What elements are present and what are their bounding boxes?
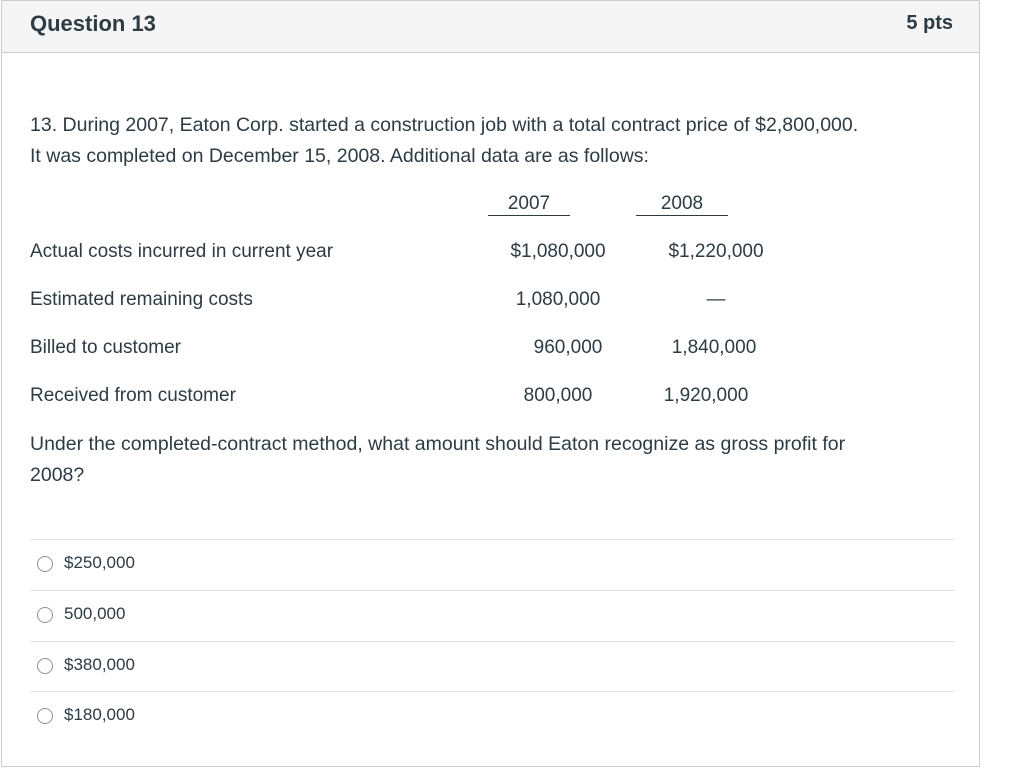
row-label-billed: Billed to customer: [30, 337, 182, 358]
answer-label[interactable]: $250,000: [64, 553, 135, 572]
cell-billed-2007: 960,000: [533, 337, 603, 358]
row-label-received: Received from customer: [30, 385, 236, 406]
question-card: [1, 0, 980, 767]
question-prompt-line-1: 13. During 2007, Eaton Corp. started a construction job with a total contract price of $2,800,000.: [30, 114, 859, 136]
answer-radio[interactable]: [37, 556, 53, 572]
question-title: Question 13: [30, 11, 156, 36]
question-ask: [30, 429, 960, 491]
cell-actual-costs-2008: $1,220,000: [668, 241, 764, 262]
question-ask-line-1: Under the completed-contract method, what amount should Eaton recognize as gross profit for: [30, 433, 846, 455]
answer-label[interactable]: $180,000: [64, 705, 135, 724]
row-label-actual-costs: Actual costs incurred in current year: [30, 241, 334, 262]
answer-option[interactable]: [30, 539, 955, 589]
answer-radio[interactable]: [37, 658, 53, 674]
answer-label[interactable]: 500,000: [64, 604, 126, 623]
cell-received-2008: 1,920,000: [663, 385, 749, 406]
answer-label[interactable]: $380,000: [64, 655, 135, 674]
cell-estimated-remaining-2007: 1,080,000: [515, 289, 601, 310]
answer-radio[interactable]: [37, 708, 53, 724]
cell-estimated-remaining-2008: —: [706, 289, 726, 310]
answer-radio[interactable]: [37, 607, 53, 623]
cell-received-2007: 800,000: [523, 385, 593, 406]
question-prompt: [30, 110, 960, 172]
column-header-2007: 2007: [488, 193, 570, 216]
row-label-estimated-remaining: Estimated remaining costs: [30, 289, 253, 310]
answer-option[interactable]: [30, 641, 955, 691]
question-ask-line-2: 2008?: [30, 464, 85, 486]
column-header-2008: 2008: [636, 193, 728, 216]
cell-billed-2008: 1,840,000: [671, 337, 757, 358]
answer-option[interactable]: [30, 590, 955, 640]
question-header: [2, 1, 979, 53]
question-points: 5 pts: [906, 12, 953, 34]
question-prompt-line-2: It was completed on December 15, 2008. Additional data are as follows:: [30, 145, 649, 167]
answer-option[interactable]: [30, 691, 955, 741]
cell-actual-costs-2007: $1,080,000: [510, 241, 606, 262]
